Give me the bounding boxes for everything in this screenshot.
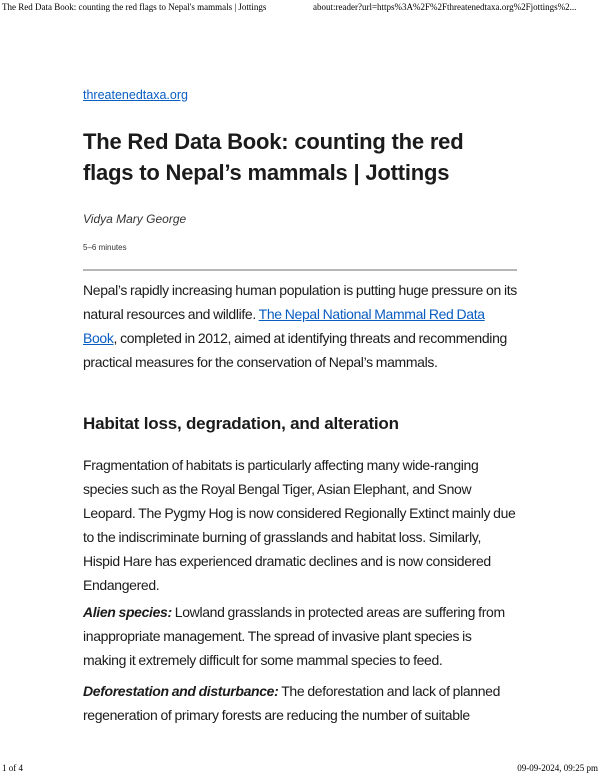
alien-species-text: Lowland grasslands in protected areas are suffering from inappropriate management. The spread of invasive plant species is making it extremely difficult for some mammal species to feed.: [83, 604, 505, 668]
article-title: The Red Data Book: counting the red flags to Nepal’s mammals | Jottings: [83, 129, 464, 185]
print-header-title: The Red Data Book: counting the red flags to Nepal's mammals | Jottings: [2, 2, 267, 12]
alien-species-lead: Alien species:: [83, 604, 172, 620]
habitat-paragraph: Fragmentation of habitats is particularly affecting many wide-ranging species such as the Royal Bengal Tiger, Asian Elephant, and Snow Leopard. The Pygmy Hog is now considered Regionally Extinct mainly due to the indiscriminate burning of grasslands and habitat loss. Similarly, Hispid Hare has experienced dramatic declines and is now considered Endangered.: [83, 457, 516, 593]
red-data-book-link[interactable]: The Nepal National Mammal Red Data Book: [83, 306, 485, 346]
alien-species-paragraph: [83, 600, 517, 672]
deforestation-text: The deforestation and lack of planned regeneration of primary forests are reducing the number of suitable: [83, 683, 501, 723]
article-byline: Vidya Mary George: [83, 212, 187, 226]
reading-time: 5–6 minutes: [83, 243, 127, 252]
print-header-url: about:reader?url=https%3A%2F%2Fthreatenedtaxa.org%2Fjottings%2...: [313, 2, 577, 12]
intro-paragraph: [83, 278, 517, 374]
page-number: 1 of 4: [2, 763, 23, 773]
source-domain-link[interactable]: threatenedtaxa.org: [83, 88, 188, 102]
intro-text-after: , completed in 2012, aimed at identifying threats and recommending practical measures for the conservation of Nepal’s mammals.: [83, 330, 507, 370]
section-heading: Habitat loss, degradation, and alteration: [83, 414, 399, 433]
deforestation-lead: Deforestation and disturbance:: [83, 683, 279, 699]
print-footer: [0, 763, 600, 775]
deforestation-paragraph: [83, 679, 517, 727]
intro-text-before: Nepal’s rapidly increasing human population is putting huge pressure on its natural resources and wildlife.: [83, 282, 517, 322]
header-divider: [83, 269, 517, 271]
print-datetime: 09-09-2024, 09:25 pm: [517, 763, 598, 773]
print-header: [0, 2, 600, 14]
